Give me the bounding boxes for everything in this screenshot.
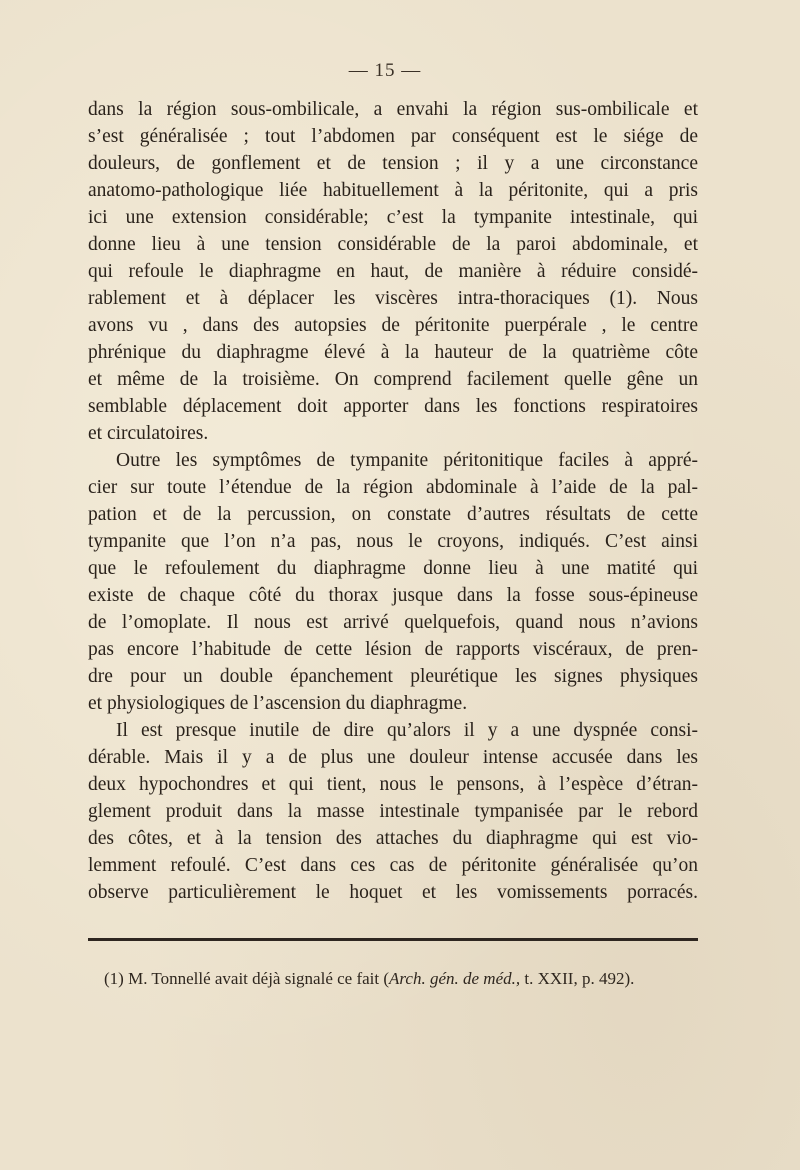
text-line: et même de la troisième. On comprend facilement quelle gêne un: [88, 369, 698, 390]
text-line: tympanite que l’on n’a pas, nous le croyons, indiqués. C’est ainsi: [88, 531, 698, 552]
text-line: phrénique du diaphragme élevé à la hauteur de la quatrième côte: [88, 342, 698, 363]
text-line: semblable déplacement doit apporter dans les fonctions respiratoires: [88, 396, 698, 417]
footnote: [104, 968, 704, 990]
paragraph-3: [88, 717, 698, 906]
text-line: dre pour un double épanchement pleurétique les signes physiques: [88, 666, 698, 687]
text-line: de l’omoplate. Il nous est arrivé quelquefois, quand nous n’avions: [88, 612, 698, 633]
text-line: observe particulièrement le hoquet et les vomissements porracés.: [88, 882, 698, 903]
text-line: deux hypochondres et qui tient, nous le pensons, à l’espèce d’étran-: [88, 774, 698, 795]
text-line: anatomo-pathologique liée habituellement à la péritonite, qui a pris: [88, 180, 698, 201]
text-line: existe de chaque côté du thorax jusque dans la fosse sous-épineuse: [88, 585, 698, 606]
text-line: qui refoule le diaphragme en haut, de manière à réduire considé-: [88, 261, 698, 282]
footnote-rule: [88, 938, 698, 941]
body-text: [88, 96, 698, 906]
text-line: Outre les symptômes de tympanite péritonitique faciles à appré-: [116, 450, 698, 471]
footnote-text: (1) M. Tonnellé avait déjà signalé ce fait (: [104, 969, 390, 988]
text-line: dans la région sous-ombilicale, a envahi la région sus-ombilicale et: [88, 99, 698, 120]
text-line: des côtes, et à la tension des attaches du diaphragme qui est vio-: [88, 828, 698, 849]
text-line: cier sur toute l’étendue de la région abdominale à l’aide de la pal-: [88, 477, 698, 498]
text-line: que le refoulement du diaphragme donne lieu à une matité qui: [88, 558, 698, 579]
text-line: dérable. Mais il y a de plus une douleur intense accusée dans les: [88, 747, 698, 768]
text-line: s’est généralisée ; tout l’abdomen par conséquent est le siége de: [88, 126, 698, 147]
text-line: ici une extension considérable; c’est la tympanite intestinale, qui: [88, 207, 698, 228]
footnote-text-end: t. XXII, p. 492).: [520, 969, 635, 988]
text-line: Il est presque inutile de dire qu’alors il y a une dyspnée consi-: [116, 720, 698, 741]
text-line: et physiologiques de l’ascension du diaphragme.: [88, 693, 468, 714]
paragraph-2: [88, 447, 698, 717]
text-line: pation et de la percussion, on constate d’autres résultats de cette: [88, 504, 698, 525]
paragraph-1: [88, 96, 698, 447]
text-line: glement produit dans la masse intestinale tympanisée par le rebord: [88, 801, 698, 822]
text-line: et circulatoires.: [88, 423, 209, 444]
text-line: avons vu , dans des autopsies de péritonite puerpérale , le centre: [88, 315, 698, 336]
text-line: rablement et à déplacer les viscères intra-thoraciques (1). Nous: [88, 288, 698, 309]
text-line: douleurs, de gonflement et de tension ; il y a une circonstance: [88, 153, 698, 174]
footnote-citation: Arch. gén. de méd.,: [389, 969, 521, 988]
page-number: — 15 —: [348, 60, 422, 81]
text-line: lemment refoulé. C’est dans ces cas de péritonite généralisée qu’on: [88, 855, 698, 876]
text-line: donne lieu à une tension considérable de la paroi abdominale, et: [88, 234, 698, 255]
text-line: pas encore l’habitude de cette lésion de rapports viscéraux, de pren-: [88, 639, 698, 660]
